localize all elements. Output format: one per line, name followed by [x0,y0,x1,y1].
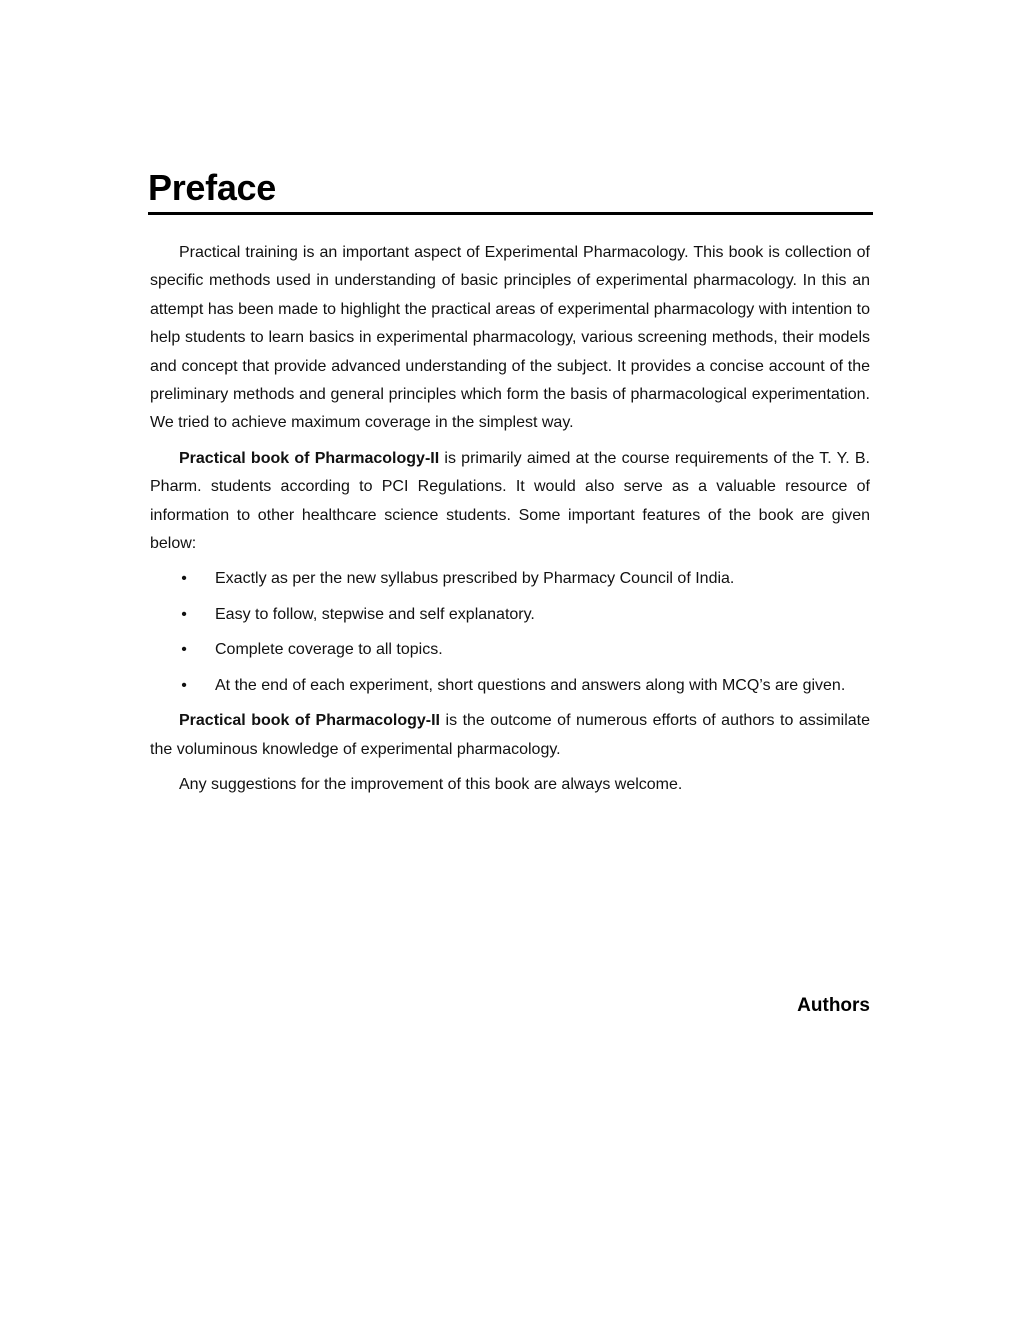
paragraph-aim-text: is primarily aimed at the course requirements of the T. Y. B. Pharm. students according to PCI Regulations. It would also serve as a valuable resource of information to other healthcare science students. Some important features of the book are given below: [150,449,871,553]
paragraph-aim [150,445,870,559]
bullet-icon: • [181,641,187,659]
list-item [150,565,870,593]
list-item [150,636,870,664]
feature-text: Complete coverage to all topics. [215,641,443,659]
feature-text: Easy to follow, stepwise and self explanatory. [215,605,535,623]
bullet-icon: • [181,570,187,588]
book-title-bold: Practical book of Pharmacology-II [179,712,441,730]
paragraph-outcome [150,707,870,764]
list-item [150,601,870,629]
authors-signature: Authors [797,995,870,1016]
page-title: Preface [148,167,276,208]
paragraph-outcome-text: is the outcome of numerous efforts of authors to assimilate the voluminous knowledge of experimental pharmacology. [150,712,871,758]
book-title-bold: Practical book of Pharmacology-II [179,449,440,467]
feature-text: Exactly as per the new syllabus prescribed by Pharmacy Council of India. [215,570,735,588]
bullet-icon: • [181,676,187,694]
preface-body [150,239,870,806]
bullet-icon: • [181,605,187,623]
title-underline [148,212,873,215]
paragraph-suggestions: Any suggestions for the improvement of this book are always welcome. [179,775,683,793]
features-list [150,565,870,700]
feature-text: At the end of each experiment, short questions and answers along with MCQ’s are given. [215,676,846,694]
paragraph-intro: Practical training is an important aspect of Experimental Pharmacology. This book is collection of specific methods used in understanding of basic principles of experimental pharmacology. In this an attempt has been made to highlight the practical areas of experimental pharmacology with intention to help students to learn basics in experimental pharmacology, various screening methods, their models and concept that provide advanced understanding of the subject. It provides a concise account of the preliminary methods and general principles which form the basis of pharmacological experimentation. We tried to achieve maximum coverage in the simplest way. [150,244,870,432]
title-block [148,166,873,215]
list-item [150,672,870,700]
